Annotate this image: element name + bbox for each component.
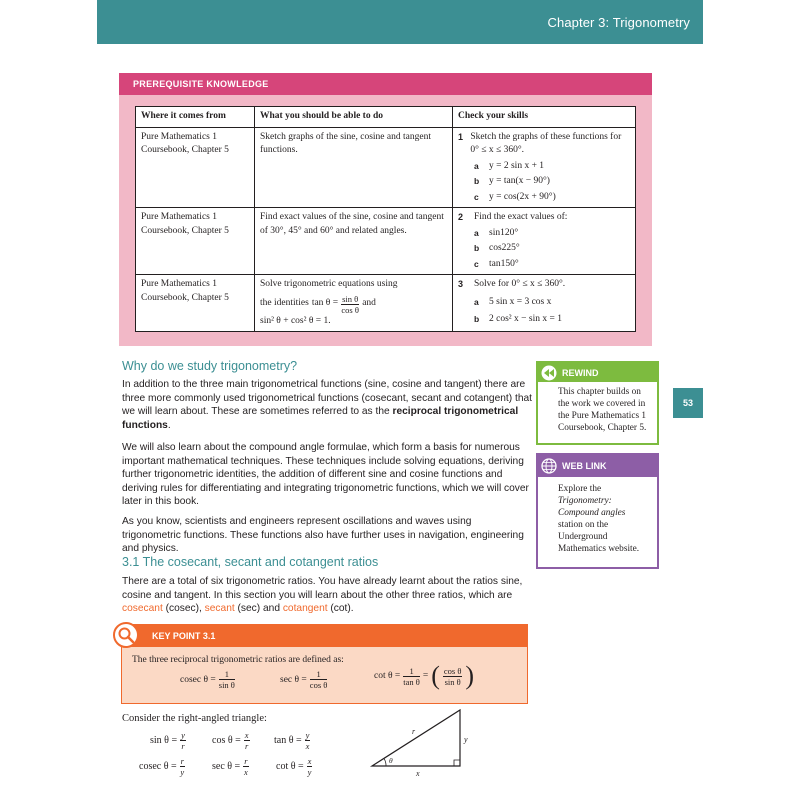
- denominator: cos θ: [341, 304, 359, 315]
- paragraph: As you know, scientists and engineers represent oscillations and waves using trigonometric functions. These functions also have further uses in navigation, engineering and physics.: [122, 516, 524, 554]
- left-paren-icon: (: [431, 661, 440, 690]
- fraction: [443, 666, 463, 687]
- skill-cell: Find exact values of the sine, cosine and tangent of 30°, 45° and 60° and related angles.: [255, 208, 453, 275]
- equation-lhs: sin θ =: [150, 735, 178, 746]
- fraction: [341, 294, 359, 315]
- denominator: sin θ: [218, 680, 235, 690]
- chapter-title: Chapter 3: Trigonometry: [547, 15, 690, 30]
- skill-text: Solve trigonometric equations using: [260, 279, 398, 289]
- denominator: r: [245, 741, 249, 751]
- fraction: [305, 730, 311, 751]
- paragraph-text: (sec) and: [234, 603, 283, 614]
- source-cell: Pure Mathematics 1 Coursebook, Chapter 5: [136, 275, 255, 332]
- fraction: [310, 669, 328, 690]
- term-secant: secant: [204, 603, 235, 614]
- paragraph-text: (cot).: [327, 603, 354, 614]
- denominator: cos θ: [309, 680, 328, 690]
- web-link-text: station on the Underground Mathematics website.: [558, 520, 640, 554]
- key-point-header: [122, 625, 527, 647]
- source-cell: Pure Mathematics 1 Coursebook, Chapter 5: [136, 208, 255, 275]
- table-row: [136, 127, 636, 208]
- skill-text: and: [362, 298, 376, 309]
- cos-ratio: [212, 730, 250, 751]
- label-theta: θ: [389, 756, 393, 765]
- prerequisite-table: [135, 106, 636, 332]
- sec-ratio: [212, 756, 249, 777]
- denominator: y: [307, 767, 312, 777]
- term-cosecant: cosecant: [122, 603, 163, 614]
- identity-text: sin² θ + cos² θ = 1.: [260, 315, 331, 326]
- numerator: 1: [403, 666, 420, 677]
- part-text: sin120°: [489, 227, 519, 238]
- question-number: 2: [458, 212, 464, 222]
- web-link-box: [536, 453, 659, 569]
- table-row: [136, 208, 636, 275]
- equation-lhs: sec θ =: [280, 674, 307, 685]
- rewind-header: [538, 363, 657, 382]
- skill-cell: Sketch graphs of the sine, cosine and tangent functions.: [255, 127, 453, 208]
- equals-sign: =: [422, 671, 429, 681]
- fraction: [243, 756, 248, 777]
- cosec-ratio: [139, 756, 185, 777]
- fraction: [219, 669, 235, 690]
- sec-definition: [280, 669, 327, 690]
- denominator: tan θ: [403, 676, 420, 687]
- section-heading-why: Why do we study trigonometry?: [122, 359, 298, 373]
- part-text: y = tan(x − 90°): [489, 176, 550, 186]
- prerequisite-box: [119, 73, 652, 346]
- equation-lhs: cos θ =: [212, 735, 241, 746]
- part-label: a: [474, 296, 479, 307]
- column-header: Where it comes from: [136, 107, 255, 128]
- part-text: tan150°: [489, 258, 519, 269]
- numerator: y: [181, 730, 185, 740]
- rewind-icon: [540, 364, 558, 382]
- part-label: b: [474, 243, 480, 253]
- fraction: [180, 730, 186, 751]
- column-header: What you should be able to do: [255, 107, 453, 128]
- question-text: Find the exact values of:: [474, 212, 568, 222]
- web-link-body: [538, 477, 657, 555]
- label-x: x: [416, 769, 420, 778]
- part-text: y = 2 sin x + 1: [489, 160, 545, 171]
- globe-icon: [540, 457, 558, 475]
- question-number: 1: [458, 131, 464, 142]
- paragraph-text: (cosec),: [162, 603, 205, 614]
- table-row: [136, 275, 636, 332]
- question-number: 3: [458, 279, 464, 289]
- identity-lhs: tan θ =: [311, 298, 339, 309]
- numerator: r: [180, 756, 184, 766]
- label-y: y: [464, 735, 468, 744]
- denominator: x: [243, 767, 248, 777]
- check-cell: [453, 275, 636, 332]
- paragraph-text: In addition to the three main trigonometrical functions (sine, cosine and tangent) there are three more commonly used trigonometrical functions (cosecant, secant and cotangent) that we will learn about. These are sometimes referred to as the: [122, 379, 532, 417]
- rewind-title: REWIND: [562, 367, 599, 378]
- sin-ratio: [150, 730, 186, 751]
- right-triangle-diagram: [368, 706, 478, 778]
- label-r: r: [412, 727, 416, 736]
- web-link-title: WEB LINK: [562, 461, 607, 471]
- equation-lhs: cot θ =: [276, 761, 304, 772]
- key-point-box: [121, 624, 528, 704]
- fraction: [403, 666, 420, 687]
- numerator: r: [244, 756, 248, 766]
- angle-arc: [384, 758, 386, 766]
- cot-definition: [374, 661, 475, 690]
- equation-lhs: tan θ =: [274, 735, 302, 746]
- part-text: 2 cos² x − sin x = 1: [489, 314, 562, 324]
- denominator: sin θ: [444, 676, 461, 687]
- check-cell: [453, 208, 636, 275]
- numerator: cos θ: [443, 665, 462, 676]
- part-label: c: [474, 191, 479, 202]
- page-number: 53: [673, 388, 703, 418]
- paragraph: [122, 575, 532, 616]
- denominator: r: [181, 741, 185, 751]
- web-link-text: Explore the: [558, 484, 602, 494]
- fraction: [180, 756, 185, 777]
- part-label: a: [474, 227, 479, 238]
- rewind-body: This chapter builds on the work we covered in the Pure Mathematics 1 Coursebook, Chapter 5.: [558, 387, 647, 433]
- part-label: b: [474, 314, 480, 324]
- part-text: 5 sin x = 3 cos x: [489, 296, 552, 307]
- term-cotangent: cotangent: [282, 603, 328, 614]
- skill-text: the identities: [260, 298, 309, 309]
- table-header-row: [136, 107, 636, 128]
- column-header: Check your skills: [453, 107, 636, 128]
- part-label: c: [474, 258, 479, 269]
- web-link-header: [538, 455, 657, 477]
- section-heading-3-1: 3.1 The cosecant, secant and cotangent ratios: [122, 555, 379, 569]
- numerator: y: [305, 730, 310, 740]
- paragraph-text: There are a total of six trigonometric ratios. You have already learnt about the ratios sine, cosine and tangent. In this section you will learn about the other three ratios, which are: [122, 576, 523, 601]
- equation-lhs: cosec θ =: [180, 674, 216, 685]
- skill-cell: [255, 275, 453, 332]
- tan-ratio: [274, 730, 310, 751]
- bold-term: reciprocal trigonometrical functions: [122, 406, 519, 431]
- equation-lhs: cot θ =: [374, 671, 401, 681]
- question-text: Solve for 0° ≤ x ≤ 360°.: [474, 279, 566, 289]
- triangle-intro: Consider the right-angled triangle:: [122, 713, 267, 724]
- web-link-station[interactable]: Trigonometry: Compound angles: [558, 496, 626, 518]
- numerator: x: [244, 730, 249, 740]
- key-point-text: The three reciprocal trigonometric ratios are defined as:: [132, 655, 344, 665]
- question-text: Sketch the graphs of these functions for 0° ≤ x ≤ 360°.: [470, 131, 622, 155]
- part-text: cos225°: [489, 243, 520, 253]
- numerator: x: [307, 756, 312, 766]
- numerator: 1: [310, 669, 328, 680]
- right-angle-mark: [454, 760, 460, 766]
- numerator: 1: [219, 669, 235, 680]
- part-label: b: [474, 176, 480, 186]
- equation-lhs: sec θ =: [212, 761, 241, 772]
- equation-lhs: cosec θ =: [139, 761, 177, 772]
- source-cell: Pure Mathematics 1 Coursebook, Chapter 5: [136, 127, 255, 208]
- cot-ratio: [276, 756, 312, 777]
- part-label: a: [474, 160, 479, 171]
- fraction: [244, 730, 250, 751]
- denominator: y: [180, 767, 185, 777]
- part-text: y = cos(2x + 90°): [489, 191, 556, 202]
- rewind-box: [536, 361, 659, 445]
- check-cell: [453, 127, 636, 208]
- key-point-icon: [113, 622, 139, 648]
- numerator: sin θ: [342, 293, 359, 304]
- right-paren-icon: ): [465, 661, 475, 690]
- triangle-shape: [372, 710, 460, 766]
- paragraph: [122, 378, 532, 432]
- paragraph-text: .: [167, 419, 171, 431]
- prerequisite-title: PREREQUISITE KNOWLEDGE: [119, 73, 652, 95]
- fraction: [307, 756, 313, 777]
- key-point-title: KEY POINT 3.1: [152, 631, 216, 641]
- denominator: x: [305, 741, 310, 751]
- paragraph: We will also learn about the compound angle formulae, which form a basis for numerous important mathematical techniques. These techniques include solving equations, deriving further trigonometric identities, the addition of different sine and cosine functions and deriving rules for differentiating and integrating trigonometric functions, which we will cover later in this book.: [122, 442, 529, 507]
- cosec-definition: [180, 669, 235, 690]
